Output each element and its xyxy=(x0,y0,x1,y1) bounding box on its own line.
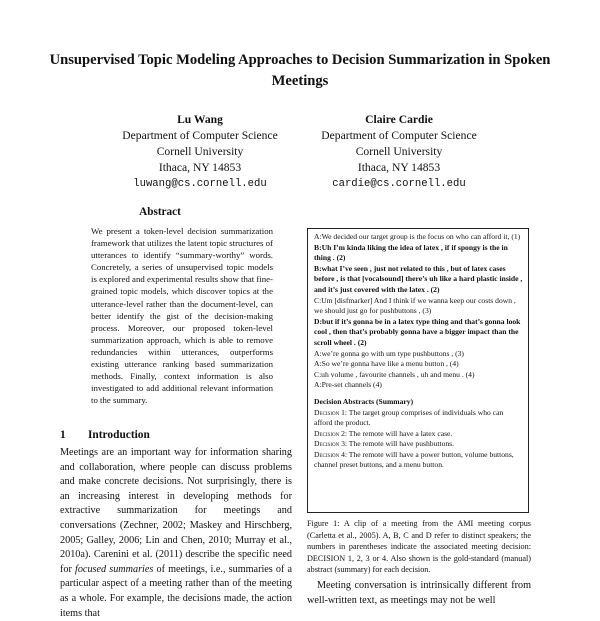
decision-label: Decision xyxy=(314,439,340,449)
paper-title: Unsupervised Topic Modeling Approaches to Decision Summarization in Spoken Meetings xyxy=(49,52,551,89)
transcript-utterance: B:what I’ve seen , just not related to this , but of latex cases before , is that [vocalsound] there’s uh like a hard plastic inside , and it’s just covered with the latex . (2) xyxy=(314,263,523,294)
abstract-heading: Abstract xyxy=(139,206,181,218)
transcript-utterance: D:but if it’s gonna be in a latex type thing and that’s gonna look cool , then that’s probably gonna have a bigger impact than the scroll wheel . (2) xyxy=(314,316,521,347)
decision-list xyxy=(314,408,523,472)
decision-text: The target group comprises of individuals who can afford the product. xyxy=(314,407,504,428)
decision-text: The remote will have a latex case. xyxy=(347,428,453,438)
figure-box xyxy=(307,228,529,513)
intro-emphasis: focused summaries xyxy=(75,563,154,575)
decision-number: 1: xyxy=(339,407,348,417)
abstract-text: We present a token-level decision summarization framework that utilizes the latent topic structures of utterances to identify “summary-worthy” words. Concretely, a series of unsupervised topic models is explored and experimental results show that fine-grained topic models, which discover topics at the utterance-level rather than the document-level, can better identify the gist of the decision-making process. Moreover, our proposed token-level summarization approach, which is able to remove redundancies within utterances, outperforms existing utterance ranking based summarization methods. Finally, context information is also investigated to add additional relevant information to the summary. xyxy=(91,226,273,406)
transcript-utterance: A:We decided our target group is the focus on who can afford it, (1) xyxy=(314,232,521,241)
author-email: luwang@cs.cornell.edu xyxy=(133,178,267,190)
figure-caption: Figure 1: A clip of a meeting from the AMI meeting corpus (Carletta et al., 2005). A, B, C and D refer to distinct speakers; the numbers in parentheses indicate the associated meeting decision: DECISION 1, 2, 3 or 4. Also shown is the gold-standard (manual) abstract (summary) for each decision. xyxy=(307,519,531,575)
decision-number: 4: xyxy=(339,449,348,459)
author-email: cardie@cs.cornell.edu xyxy=(332,178,466,190)
decision-text: The remote will have a power button, volume buttons, channel preset buttons, and a menu button. xyxy=(314,449,514,470)
decision-item xyxy=(314,439,523,450)
decision-number: 3: xyxy=(339,439,348,449)
decision-label: Decision xyxy=(314,449,340,459)
transcript-utterance: C:uh volume , favourite channels , uh and menu . (4) xyxy=(314,369,475,379)
decision-abstracts-heading: Decision Abstracts (Summary) xyxy=(314,396,414,406)
author-block-2 xyxy=(279,112,519,192)
decision-number: 2: xyxy=(339,428,348,438)
author-university: Cornell University xyxy=(355,145,443,158)
author-city: Ithaca, NY 14853 xyxy=(158,161,242,174)
author-university: Cornell University xyxy=(156,145,244,158)
decision-text: The remote will have pushbuttons. xyxy=(347,439,455,449)
transcript-utterance: C:Um [disfmarker] And I think if we wanna keep our costs down , we should just go for pushbuttons , (3) xyxy=(314,295,516,316)
intro-paragraph xyxy=(60,446,292,621)
transcript-utterance: B:Uh I’m kinda liking the idea of latex , if if spongy is the in thing . (2) xyxy=(314,242,508,263)
decision-label: Decision xyxy=(314,428,340,438)
author-department: Department of Computer Science xyxy=(122,129,278,142)
meeting-transcript xyxy=(314,232,523,391)
section-heading xyxy=(60,429,150,441)
intro-body xyxy=(60,446,292,621)
transcript-utterance: A:Pre-set channels (4) xyxy=(314,380,382,390)
author-department: Department of Computer Science xyxy=(321,129,477,142)
intro-text: Meetings are an important way for information sharing and collaboration, where people can discuss problems and make concrete decisions. Not surprisingly, there is an increasing interest in developing methods for extractive summarization for meetings and conversations (Zechner, 2002; Maskey and Hirschberg, 2005; Galley, 2006; Lin and Chen, 2010; Murray et al., 2010a). Carenini et al. (2011) describe the specific need for xyxy=(60,447,292,575)
decision-item xyxy=(314,429,523,440)
transcript-utterance: A:we’re gonna go with um type pushbuttons , (3) xyxy=(314,348,464,358)
author-city: Ithaca, NY 14853 xyxy=(357,161,441,174)
transcript-utterance: A:So we’re gonna have like a menu button , (4) xyxy=(314,359,459,369)
decision-item xyxy=(314,450,523,471)
section-number: 1 xyxy=(60,429,66,441)
right-column-body xyxy=(307,579,531,608)
section-title: Introduction xyxy=(88,429,150,441)
decision-item xyxy=(314,408,523,429)
body-paragraph: Meeting conversation is intrinsically different from well-written text, as meetings may not be well xyxy=(307,580,531,606)
intro-text-end: of meetings, i.e., summaries of a particular aspect of a meeting rather than of the meeting as a whole. For example, the decisions made, the action items that xyxy=(60,563,292,619)
decision-label: Decision xyxy=(314,407,340,417)
author-name: Claire Cardie xyxy=(365,113,433,126)
author-name: Lu Wang xyxy=(177,113,223,126)
